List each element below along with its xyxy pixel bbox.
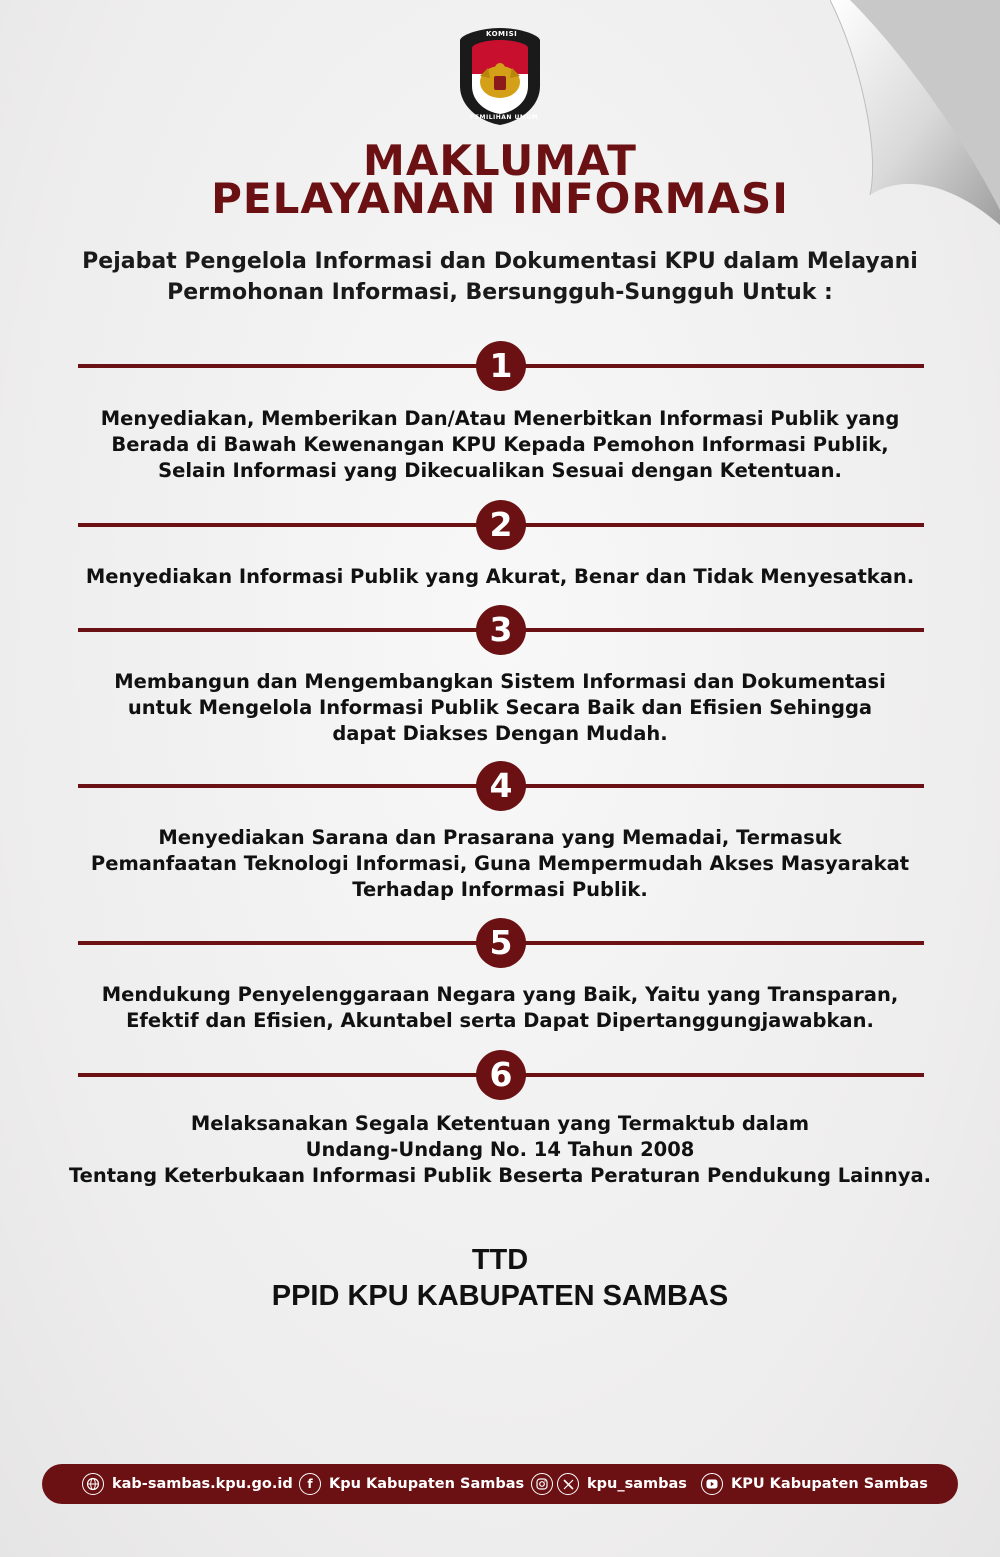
- facebook-text: Kpu Kabupaten Sambas: [329, 1476, 525, 1492]
- footer-social-handle[interactable]: [531, 1472, 687, 1496]
- footer-youtube[interactable]: [701, 1472, 928, 1496]
- logo-bottom-text: PEMILIHAN UMUM: [470, 114, 539, 121]
- instagram-icon: [531, 1473, 553, 1495]
- footer-contact-bar: [42, 1464, 958, 1504]
- item-number-badge-4: 4: [476, 761, 526, 811]
- item-text-line: Melaksanakan Segala Ketentuan yang Termaktub dalam: [190, 1112, 810, 1135]
- item-text-line: Efektif dan Efisien, Akuntabel serta Dapat Dipertanggungjawabkan.: [126, 1009, 874, 1032]
- item-text-line: Berada di Bawah Kewenangan KPU Kepada Pemohon Informasi Publik,: [111, 433, 889, 456]
- footer-facebook[interactable]: [299, 1472, 524, 1496]
- item-text-line: Menyediakan Sarana dan Prasarana yang Memadai, Termasuk: [158, 826, 842, 849]
- intro-text: [0, 246, 1000, 308]
- item-number-badge-5: 5: [476, 918, 526, 968]
- item-text-line: Pemanfaatan Teknologi Informasi, Guna Mempermudah Akses Masyarakat: [90, 852, 910, 875]
- item-text-line: Undang-Undang No. 14 Tahun 2008: [305, 1138, 695, 1161]
- item-text-line: Selain Informasi yang Dikecualikan Sesuai dengan Ketentuan.: [158, 459, 842, 482]
- globe-icon: [82, 1473, 104, 1495]
- page-title-line1: MAKLUMAT: [363, 136, 637, 185]
- facebook-icon: f: [299, 1473, 321, 1495]
- youtube-icon: [701, 1473, 723, 1495]
- item-number-badge-1: 1: [476, 341, 526, 391]
- x-icon: [557, 1473, 579, 1495]
- commitment-item-6: [0, 1111, 1000, 1189]
- youtube-text: KPU Kabupaten Sambas: [731, 1476, 928, 1492]
- signature-ttd: TTD: [471, 1244, 529, 1276]
- commitment-item-1: [0, 406, 1000, 484]
- item-text-line: Menyediakan, Memberikan Dan/Atau Menerbitkan Informasi Publik yang: [100, 407, 900, 430]
- item-text-line: Mendukung Penyelenggaraan Negara yang Baik, Yaitu yang Transparan,: [101, 983, 899, 1006]
- item-text-line: Tentang Keterbukaan Informasi Publik Beserta Peraturan Pendukung Lainnya.: [68, 1164, 932, 1187]
- commitment-item-4: [0, 825, 1000, 903]
- commitment-item-3: [0, 669, 1000, 747]
- logo-top-text: KOMISI: [486, 30, 518, 38]
- item-number-badge-3: 3: [476, 605, 526, 655]
- item-text-line: untuk Mengelola Informasi Publik Secara Baik dan Efisien Sehingga: [127, 696, 873, 719]
- item-text-line: Terhadap Informasi Publik.: [352, 878, 648, 901]
- intro-line: Permohonan Informasi, Bersungguh-Sungguh Untuk :: [167, 280, 833, 305]
- signature-organization: PPID KPU KABUPATEN SAMBAS: [271, 1280, 729, 1312]
- footer-website[interactable]: [82, 1472, 293, 1496]
- kpu-logo: [456, 26, 544, 126]
- commitment-item-2: [0, 564, 1000, 590]
- item-text-line: dapat Diakses Dengan Mudah.: [332, 722, 668, 745]
- website-text: kab-sambas.kpu.go.id: [112, 1476, 293, 1492]
- commitment-item-5: [0, 982, 1000, 1034]
- page-title-line2: PELAYANAN INFORMASI: [211, 174, 789, 223]
- item-number-badge-6: 6: [476, 1050, 526, 1100]
- item-text-line: Membangun dan Mengembangkan Sistem Informasi dan Dokumentasi: [114, 670, 886, 693]
- item-text-line: Menyediakan Informasi Publik yang Akurat, Benar dan Tidak Menyesatkan.: [85, 565, 915, 588]
- kpu-emblem-icon: [456, 26, 544, 126]
- social-handle-text: kpu_sambas: [587, 1476, 687, 1492]
- intro-line: Pejabat Pengelola Informasi dan Dokumentasi KPU dalam Melayani: [82, 249, 918, 274]
- item-number-badge-2: 2: [476, 500, 526, 550]
